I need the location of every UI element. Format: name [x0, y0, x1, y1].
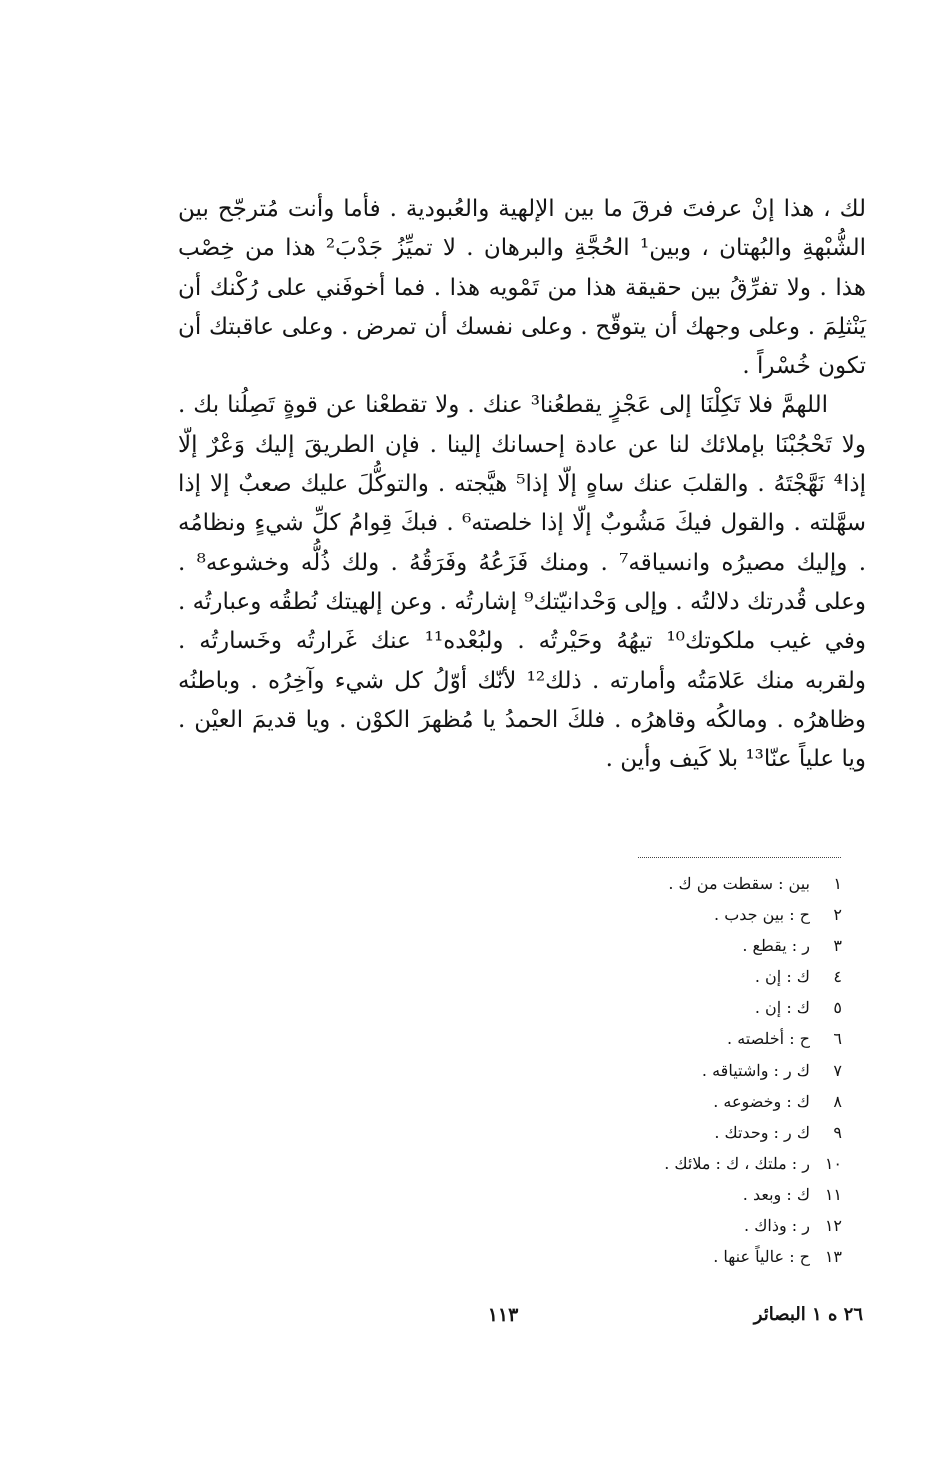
- footnote-text: ح : أخلصته .: [727, 1029, 810, 1049]
- footnote-item: [560, 1023, 842, 1054]
- footnote-item: [560, 930, 842, 961]
- footnote-text: ك : وخضوعه .: [713, 1091, 810, 1111]
- footnote-number: ١٣: [824, 1247, 842, 1267]
- footnote-number: ١١: [824, 1184, 842, 1204]
- main-text: [178, 190, 866, 779]
- footnote-number: ١٠: [824, 1153, 842, 1173]
- footnote-text: ح : بين جدب .: [714, 905, 810, 925]
- footnote-number: ٣: [833, 936, 842, 956]
- footnote-item: [560, 992, 842, 1023]
- footnote-text: ر : يقطع .: [742, 936, 810, 956]
- footnote-item: [560, 1117, 842, 1148]
- footnote-text: بين : سقطت من ك .: [668, 874, 810, 893]
- footnote-number: ٨: [833, 1091, 842, 1111]
- signature-mark: ٢٦ ه ١ البصائر: [753, 1304, 863, 1325]
- footnote-item: [560, 1148, 842, 1179]
- footnote-number: ٤: [833, 967, 842, 987]
- footnote-text: ك ر : واشتياقه .: [701, 1060, 810, 1080]
- footnote-item: [560, 1179, 842, 1210]
- footnote-number: ١٢: [824, 1216, 842, 1236]
- footnote-text: ك : إن .: [754, 967, 810, 987]
- footnote-number: ٧: [833, 1060, 842, 1080]
- paragraph-1: لك ، هذا إنْ عرفتَ فرقَ ما بين الإلهية والعُبودية . فأما وأنت مُترجّح بين الشُّبْهةِ والبُهتان ، وبين¹ الحُجَّةِ والبرهان . لا تميِّزُ جَدْبَ² هذا من خِصْب هذا . ولا تفرِّقُ بين حقيقة هذا من تَمْويه هذا . فما أخوفَني على رُكْنك أن يَنْثلِمَ . وعلى وجهك أن يتوقّح . وعلى نفسك أن تمرض . وعلى عاقبتك أن تكون خُسْراً .: [178, 196, 866, 380]
- footnote-number: ٥: [833, 998, 842, 1018]
- footnote-number: ٩: [833, 1122, 842, 1142]
- footnote-text: ح : عالياً عنها .: [713, 1247, 810, 1267]
- footnote-item: [560, 1055, 842, 1086]
- footnote-item: [560, 1086, 842, 1117]
- footnote-text: ك ر : وحدتك .: [714, 1122, 810, 1142]
- footnote-item: [560, 1210, 842, 1241]
- page-number: ١١٣: [487, 1304, 519, 1326]
- footnote-item: [560, 1241, 842, 1272]
- footnote-text: ك : إن .: [754, 998, 810, 1018]
- paragraph-2: اللهمَّ فلا تَكِلْنَا إلى عَجْزٍ يقطعُنا³ عنك . ولا تقطعْنا عن قوةٍ تَصِلُنا بك . ولا تَحْجُبْنَا بإملائك لنا عن عادة إحسانك إلينا . فإن الطريقَ إليك وَعْرٌ إلّا إذا⁴ نَهَّجْتَهُ . والقلبَ عنك ساهٍ إلّا إذا⁵ هيَّجته . والتوكُّلَ عليك صعبٌ إلا إذا سهَّلته . والقول فيكَ مَشُوبٌ إلّا إذا خلصته⁶ . فبكَ قِوامُ كلِّ شيءٍ ونظامُه . وإليك مصيرُه وانسياقه⁷ . ومنك فَزَعُهُ وفَرَقُهُ . ولك ذُلُّه وخشوعه⁸ . وعلى قُدرتك دلالتُه . وإلى وَحْدانيّتك⁹ إشارتُه . وعن إلهيتك نُطقُه وعبارتُه . وفي غيب ملكوتك¹⁰ تيهُهُ وحَيْرتُه . ولبُعْده¹¹ عنك غَرارتُه وخَسارتُه . ولقربه منك عَلامَتُه وأمارته . ذلك¹² لأنّك أوّلُ كل شيء وآخِرُه . وباطنُه وظاهرُه . ومالكُه وقاهرُه . فلكَ الحمدُ يا مُظهرَ الكوْن . ويا قديمَ العيْن . ويا علياً عنّا¹³ بلا كَيف وأين .: [178, 392, 867, 773]
- footnote-item: [560, 899, 842, 930]
- footnote-item: [560, 868, 842, 899]
- footnote-number: ١: [833, 874, 842, 893]
- footnotes-list: [560, 868, 842, 1272]
- footnote-number: ٦: [833, 1029, 842, 1049]
- footnote-item: [560, 961, 842, 992]
- footnote-separator: [638, 857, 841, 858]
- footnote-text: ر : ملتك ، ك : ملائك .: [664, 1153, 810, 1173]
- footnote-number: ٢: [833, 905, 842, 925]
- footnote-text: ك : وبعد .: [742, 1184, 810, 1204]
- footnote-text: ر : وذاك .: [744, 1216, 810, 1236]
